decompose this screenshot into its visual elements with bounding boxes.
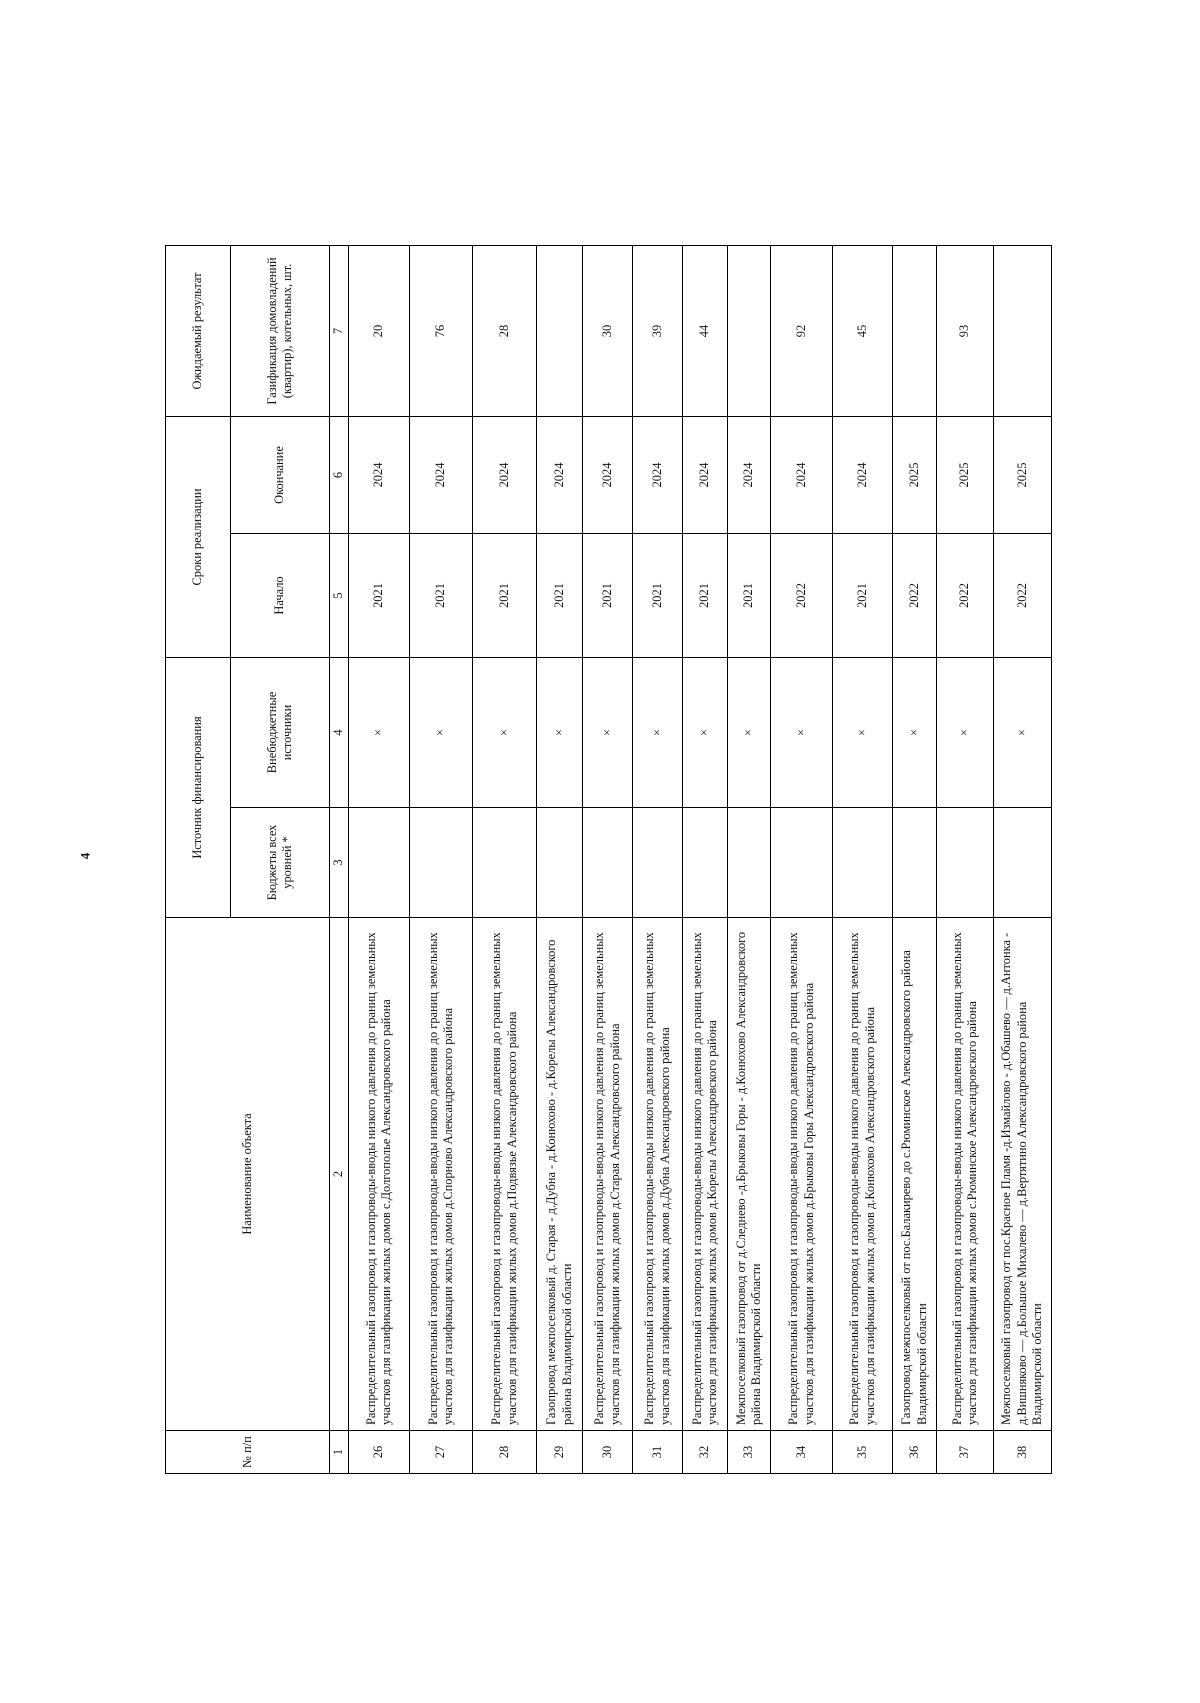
offbudget-cell: ×	[683, 658, 728, 808]
object-name: Распределительный газопровод и газопроводы-вводы низкого давления до границ земельных участков для газификации жилых домов д.Дубна Александровского района	[633, 918, 683, 1431]
offbudget-cell: ×	[833, 658, 893, 808]
table-row	[633, 246, 683, 1474]
start-year: 2022	[771, 534, 833, 658]
offbudget-cell: ×	[893, 658, 937, 808]
offbudget-cell: ×	[994, 658, 1052, 808]
start-year: 2021	[349, 534, 410, 658]
offbudget-cell: ×	[349, 658, 410, 808]
start-year: 2022	[937, 534, 994, 658]
expected-result: 92	[771, 246, 833, 417]
offbudget-cell: ×	[728, 658, 771, 808]
row-number: 29	[537, 1431, 583, 1474]
offbudget-cell: ×	[771, 658, 833, 808]
budgets-cell	[771, 808, 833, 918]
start-year: 2021	[473, 534, 537, 658]
budgets-cell	[893, 808, 937, 918]
offbudget-cell: ×	[633, 658, 683, 808]
table-row	[728, 246, 771, 1474]
table-body	[349, 246, 1052, 1474]
table-row	[410, 246, 473, 1474]
budgets-cell	[937, 808, 994, 918]
expected-result: 20	[349, 246, 410, 417]
expected-result: 45	[833, 246, 893, 417]
header-funding: Источник финансирования	[166, 658, 231, 918]
expected-result	[893, 246, 937, 417]
header-funding-budgets: Бюджеты всех уровней *	[231, 808, 330, 918]
end-year: 2024	[633, 417, 683, 534]
end-year: 2024	[771, 417, 833, 534]
budgets-cell	[537, 808, 583, 918]
column-number: 7	[330, 246, 349, 417]
header-num: № п/п	[166, 1431, 330, 1474]
object-name: Газопровод межпоселковый д. Старая - д.Дубна - д.Конюхово - д.Корелы Александровского района Владимирской области	[537, 918, 583, 1431]
row-number: 26	[349, 1431, 410, 1474]
expected-result: 28	[473, 246, 537, 417]
expected-result: 39	[633, 246, 683, 417]
offbudget-cell: ×	[473, 658, 537, 808]
budgets-cell	[994, 808, 1052, 918]
row-number: 32	[683, 1431, 728, 1474]
end-year: 2024	[473, 417, 537, 534]
header-terms: Сроки реализации	[166, 417, 231, 658]
budgets-cell	[473, 808, 537, 918]
object-name: Межпоселковый газопровод от д.Следнево -д.Брыковы Горы - д.Конюхово Александровского района Владимирской области	[728, 918, 771, 1431]
table-row	[771, 246, 833, 1474]
column-number: 3	[330, 808, 349, 918]
row-number: 37	[937, 1431, 994, 1474]
object-name: Распределительный газопровод и газопроводы-вводы низкого давления до границ земельных участков для газификации жилых домов д.Брыковы Горы Александровского района	[771, 918, 833, 1431]
start-year: 2021	[583, 534, 633, 658]
table-row	[683, 246, 728, 1474]
row-number: 33	[728, 1431, 771, 1474]
row-number: 27	[410, 1431, 473, 1474]
budgets-cell	[633, 808, 683, 918]
row-number: 35	[833, 1431, 893, 1474]
column-number: 2	[330, 918, 349, 1431]
budgets-cell	[410, 808, 473, 918]
row-number: 36	[893, 1431, 937, 1474]
table-row	[994, 246, 1052, 1474]
column-number: 4	[330, 658, 349, 808]
start-year: 2021	[537, 534, 583, 658]
object-name: Распределительный газопровод и газопроводы-вводы низкого давления до границ земельных участков для газификации жилых домов д.Конюхово Александровского района	[833, 918, 893, 1431]
budgets-cell	[728, 808, 771, 918]
end-year: 2024	[728, 417, 771, 534]
start-year: 2022	[994, 534, 1052, 658]
header-funding-offbudget: Внебюджетные источники	[231, 658, 330, 808]
expected-result	[994, 246, 1052, 417]
table-row	[833, 246, 893, 1474]
row-number: 28	[473, 1431, 537, 1474]
expected-result: 76	[410, 246, 473, 417]
row-number: 31	[633, 1431, 683, 1474]
object-name: Межпоселковый газопровод от пос.Красное Пламя -д.Измайлово - д.Обашево — д.Антонка - д.Вишняково — д.Большое Михалево — д.Вертятино Александровского района Владимирской области	[994, 918, 1052, 1431]
header-name: Наименование объекта	[166, 918, 330, 1431]
table-row	[583, 246, 633, 1474]
object-name: Газопровод межпоселковый от пос.Балакирево до с.Рюминское Александровского района Владимирской области	[893, 918, 937, 1431]
row-number: 38	[994, 1431, 1052, 1474]
budgets-cell	[833, 808, 893, 918]
expected-result: 93	[937, 246, 994, 417]
column-number: 1	[330, 1431, 349, 1474]
end-year: 2025	[893, 417, 937, 534]
offbudget-cell: ×	[583, 658, 633, 808]
end-year: 2024	[683, 417, 728, 534]
start-year: 2021	[410, 534, 473, 658]
end-year: 2024	[833, 417, 893, 534]
object-name: Распределительный газопровод и газопроводы-вводы низкого давления до границ земельных участков для газификации жилых домов д.Спорново Александровского района	[410, 918, 473, 1431]
expected-result	[728, 246, 771, 417]
header-expected-sub: Газификация домовладений (квартир), котельных, шт.	[231, 246, 330, 417]
end-year: 2024	[537, 417, 583, 534]
object-name: Распределительный газопровод и газопроводы-вводы низкого давления до границ земельных участков для газификации жилых домов с.Долгополье Александровского района	[349, 918, 410, 1431]
end-year: 2024	[583, 417, 633, 534]
start-year: 2021	[633, 534, 683, 658]
table-row	[473, 246, 537, 1474]
header-terms-end: Окончание	[231, 417, 330, 534]
header-terms-start: Начало	[231, 534, 330, 658]
end-year: 2024	[410, 417, 473, 534]
object-name: Распределительный газопровод и газопроводы-вводы низкого давления до границ земельных участков для газификации жилых домов д.Старая Александровского района	[583, 918, 633, 1431]
offbudget-cell: ×	[937, 658, 994, 808]
start-year: 2022	[893, 534, 937, 658]
column-number-row	[330, 246, 349, 1474]
end-year: 2024	[349, 417, 410, 534]
expected-result	[537, 246, 583, 417]
start-year: 2021	[683, 534, 728, 658]
object-name: Распределительный газопровод и газопроводы-вводы низкого давления до границ земельных участков для газификации жилых домов д.Подвязье Александровского района	[473, 918, 537, 1431]
start-year: 2021	[728, 534, 771, 658]
offbudget-cell: ×	[410, 658, 473, 808]
row-number: 34	[771, 1431, 833, 1474]
rotated-table-container	[165, 246, 1200, 1474]
object-name: Распределительный газопровод и газопроводы-вводы низкого давления до границ земельных участков для газификации жилых домов д.Корелы Александровского района	[683, 918, 728, 1431]
row-number: 30	[583, 1431, 633, 1474]
table-row	[893, 246, 937, 1474]
budgets-cell	[583, 808, 633, 918]
budgets-cell	[683, 808, 728, 918]
end-year: 2025	[994, 417, 1052, 534]
table-row	[537, 246, 583, 1474]
end-year: 2025	[937, 417, 994, 534]
table-row	[349, 246, 410, 1474]
header-expected: Ожидаемый результат	[166, 246, 231, 417]
object-name: Распределительный газопровод и газопроводы-вводы низкого давления до границ земельных участков для газификации жилых домов с.Рюминское Александровского района	[937, 918, 994, 1431]
budgets-cell	[349, 808, 410, 918]
expected-result: 30	[583, 246, 633, 417]
table-row	[937, 246, 994, 1474]
offbudget-cell: ×	[537, 658, 583, 808]
column-number: 6	[330, 417, 349, 534]
expected-result: 44	[683, 246, 728, 417]
column-number: 5	[330, 534, 349, 658]
page-number: 4	[77, 852, 93, 860]
start-year: 2021	[833, 534, 893, 658]
gasification-table	[165, 245, 1052, 1474]
